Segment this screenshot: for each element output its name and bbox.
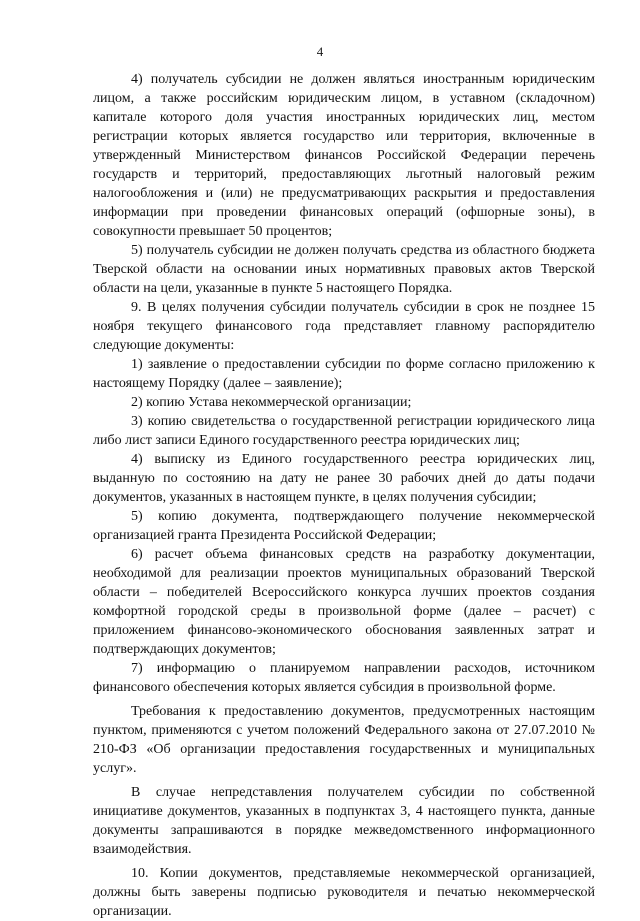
page-number: 4 — [316, 44, 324, 59]
paragraph-subitem-4: 4) получатель субсидии не должен являться иностранным юридическим лицом, а также российским юридическим лицом, в уставном (складочном) капитале которого доля участия иностранных юридических лиц, местом регистрации которых является государство или территория, включенные в утвержденный Министерством финансов Российской Федерации перечень государств и территорий, предоставляющих льготный налоговый режим налогообложения и (или) не предусматривающих раскрытия и предоставления информации при проведении финансовых операций (офшорные зоны), в совокупности превышает 50 процентов; — [93, 72, 595, 239]
paragraph-doc-1: 1) заявление о предоставлении субсидии по форме согласно приложению к настоящему Порядку (далее – заявление); — [93, 357, 595, 391]
paragraph-clause-9: 9. В целях получения субсидии получатель субсидии в срок не позднее 15 ноября текущего финансового года представляет главному распорядителю следующие документы: — [93, 300, 595, 353]
paragraph-clause-10: 10. Копии документов, представляемые некоммерческой организацией, должны быть заверены подписью руководителя и печатью некоммерческой организации. — [93, 866, 595, 919]
document-body — [93, 70, 595, 921]
paragraph-doc-6: 6) расчет объема финансовых средств на разработку документации, необходимой для реализации проектов муниципальных образований Тверской области – победителей Всероссийского конкурса лучших проектов создания комфортной городской среды в произвольной форме (далее – расчет) с приложением финансово-экономического обоснования заявленных затрат и подтверждающих документов; — [93, 547, 595, 657]
paragraph-doc-5: 5) копию документа, подтверждающего получение некоммерческой организацией гранта Президента Российской Федерации; — [93, 509, 595, 543]
paragraph-requirements: Требования к предоставлению документов, предусмотренных настоящим пунктом, применяются с учетом положений Федерального закона от 27.07.2010 № 210-ФЗ «Об организации предоставления государственных и муниципальных услуг». — [93, 704, 595, 776]
paragraph-doc-7: 7) информацию о планируемом направлении расходов, источником финансового обеспечения которых является субсидия в произвольной форме. — [93, 661, 595, 695]
paragraph-nonsubmission: В случае непредставления получателем субсидии по собственной инициативе документов, указанных в подпунктах 3, 4 настоящего пункта, данные документы запрашиваются в порядке межведомственного информационного взаимодействия. — [93, 785, 595, 857]
paragraph-doc-4: 4) выписку из Единого государственного реестра юридических лиц, выданную по состоянию на дату не ранее 30 рабочих дней до даты подачи документов, указанных в настоящем пункте, в целях получения субсидии; — [93, 452, 595, 505]
paragraph-doc-2: 2) копию Устава некоммерческой организации; — [131, 395, 412, 410]
paragraph-doc-3: 3) копию свидетельства о государственной регистрации юридического лица либо лист записи Единого государственного реестра юридических лиц; — [93, 414, 595, 448]
paragraph-subitem-5: 5) получатель субсидии не должен получать средства из областного бюджета Тверской области на основании иных нормативных правовых актов Тверской области на цели, указанные в пункте 5 настоящего Порядка. — [93, 243, 595, 296]
